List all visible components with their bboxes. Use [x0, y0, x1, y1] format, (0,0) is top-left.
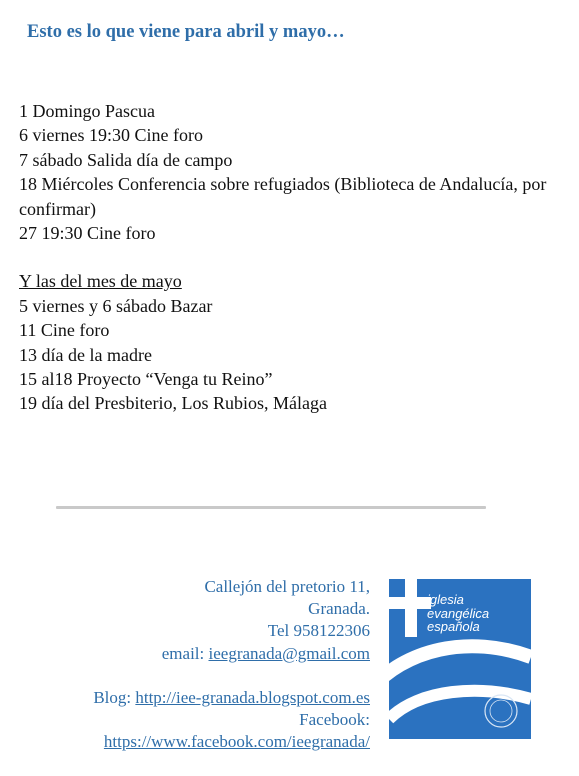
- event-item: 7 sábado Salida día de campo: [19, 149, 233, 170]
- address-city: Granada.: [308, 599, 370, 619]
- facebook-line: [20, 731, 370, 753]
- event-item: 6 viernes 19:30 Cine foro: [19, 125, 203, 146]
- logo-line: iglesia: [427, 592, 464, 607]
- section-gap: [19, 245, 559, 269]
- page-title: Esto es lo que viene para abril y mayo…: [27, 22, 345, 42]
- event-item: 5 viernes y 6 sábado Bazar: [19, 295, 213, 316]
- email-line: [20, 643, 370, 665]
- event-list: [19, 99, 559, 416]
- blog-link[interactable]: http://iee-granada.blogspot.com.es: [135, 687, 370, 707]
- facebook-label: Facebook:: [299, 710, 370, 730]
- section-divider: [56, 506, 486, 509]
- facebook-link[interactable]: https://www.facebook.com/ieegranada/: [103, 732, 370, 752]
- contact-block: [20, 576, 370, 753]
- blog-line: [20, 687, 370, 709]
- church-logo: [389, 579, 531, 739]
- contact-spacer: [20, 665, 370, 687]
- event-item: 1 Domingo Pascua: [19, 101, 155, 121]
- event-item: 13 día de la madre: [19, 344, 152, 365]
- blog-label: Blog:: [93, 687, 132, 707]
- email-label: email:: [161, 643, 205, 663]
- logo-wordmark: [427, 593, 489, 634]
- event-item: 11 Cine foro: [19, 320, 110, 341]
- logo-line: española: [427, 619, 480, 634]
- logo-line: evangélica: [427, 605, 490, 621]
- event-item: 27 19:30 Cine foro: [19, 223, 156, 244]
- address-line: Callejón del pretorio 11,: [204, 577, 370, 596]
- event-item: 19 día del Presbiterio, Los Rubios, Málaga: [19, 393, 327, 414]
- event-item: 15 al18 Proyecto “Venga tu Reino”: [19, 369, 273, 390]
- email-link[interactable]: ieegranada@gmail.com: [208, 643, 370, 663]
- phone-number: Tel 958122306: [267, 621, 370, 641]
- may-section-title: Y las del mes de mayo: [19, 271, 182, 292]
- event-item: 18 Miércoles Conferencia sobre refugiados (Biblioteca de Andalucía, por confirmar): [19, 174, 547, 219]
